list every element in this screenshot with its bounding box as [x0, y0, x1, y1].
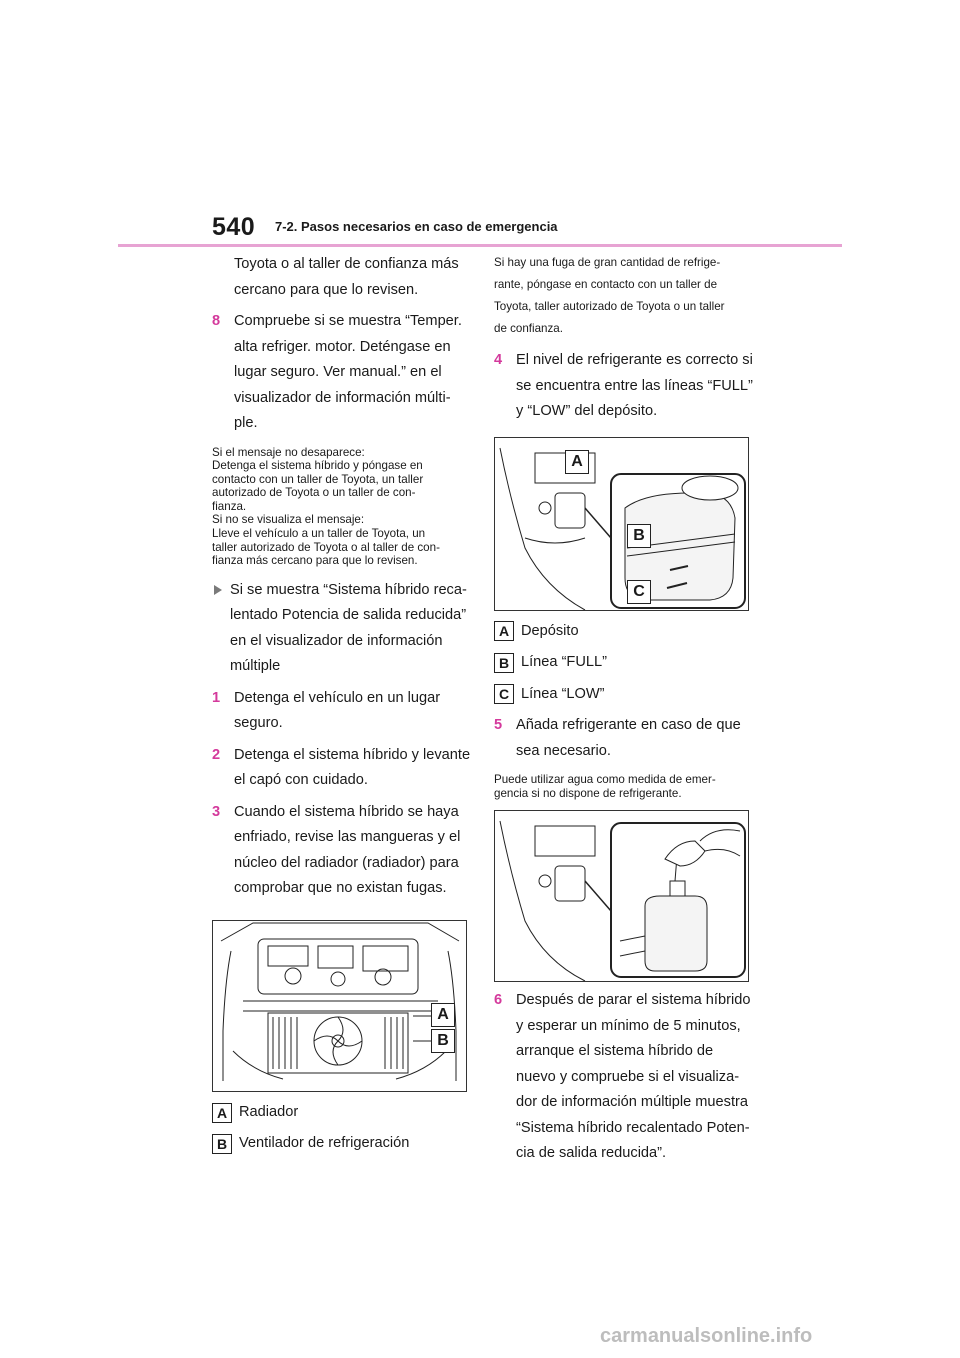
step-1: [212, 686, 474, 737]
figure-badge-c: C: [627, 580, 651, 604]
coolant-refill-figure: [494, 810, 749, 982]
bullet-text: Si se muestra “Sistema híbrido reca-lentado Potencia de salida reducida” en el visualizador de información múltiple: [230, 581, 467, 675]
legend-text: Ventilador de refrigeración: [239, 1135, 410, 1152]
note-line: taller autorizado de Toyota o al taller de con-: [212, 540, 440, 554]
right-column: [494, 252, 754, 1167]
coolant-reservoir-figure: [494, 437, 749, 611]
note-line: fianza.: [212, 499, 247, 513]
note-line: Puede utilizar agua como medida de emer-: [494, 773, 716, 786]
legend-badge: C: [494, 684, 514, 704]
legend-badge: A: [494, 621, 514, 641]
refill-illustration: [495, 811, 748, 981]
note-message: [212, 446, 474, 568]
step-text: Añada refrigerante en caso de que sea necesario.: [516, 717, 741, 759]
step-4: [494, 348, 754, 425]
step-number: 8: [212, 313, 221, 329]
legend-text: Línea “LOW”: [521, 685, 605, 702]
figure-badge-a: A: [565, 450, 589, 474]
continued-text: Toyota o al taller de confianza más cercano para que lo revisen.: [234, 256, 459, 298]
step-text: Detenga el vehículo en un lugar seguro.: [234, 689, 441, 732]
step-text: Cuando el sistema híbrido se haya enfriado, revise las mangueras y el núcleo del radiador (radiador) para comprobar que no existan fugas.: [234, 803, 461, 897]
step-number: 1: [212, 689, 221, 706]
figure-badge-a: A: [431, 1003, 455, 1027]
note-line: Si el mensaje no desaparece:: [212, 445, 365, 459]
step-6: [494, 988, 754, 1167]
note-line: Lleve el vehículo a un taller de Toyota, un: [212, 527, 426, 541]
step-number: 4: [494, 352, 503, 368]
note-line: Detenga el sistema híbrido y póngase en: [212, 459, 423, 473]
step-3: [212, 800, 474, 902]
legend-item-a: [494, 619, 754, 645]
note-line: gencia si no dispone de refrigerante.: [494, 786, 682, 800]
note-line: autorizado de Toyota o un taller de con-: [212, 486, 416, 500]
engine-bay-radiator-figure: [212, 920, 467, 1092]
step-text: El nivel de refrigerante es correcto si se encuentra entre las líneas “FULL” y “LOW” del depósito.: [516, 352, 753, 419]
figure-badge-b: B: [627, 524, 651, 548]
note-line: de confianza.: [494, 322, 563, 335]
legend-text: Línea “FULL”: [521, 654, 607, 670]
step-text: Detenga el sistema híbrido y levante el capó con cuidado.: [234, 746, 471, 789]
step-text: Compruebe si se muestra “Temper. alta refriger. motor. Deténgase en lugar seguro. Ver manual.” en el visualizador de información múlti-ple.: [234, 313, 462, 431]
legend-badge: A: [212, 1103, 232, 1123]
legend-item-a: [212, 1100, 474, 1126]
triangle-bullet-icon: [212, 578, 230, 680]
section-title: 7-2. Pasos necesarios en caso de emergencia: [275, 219, 558, 234]
step-text: Después de parar el sistema híbrido y esperar un mínimo de 5 minutos, arranque el sistema híbrido de nuevo y compruebe si el visualiza-dor de información múltiple muestra “Sistema híbrido recalentado Poten-cia de salida reducida”.: [516, 992, 751, 1162]
note-line: fianza más cercano para que lo revisen.: [212, 554, 418, 568]
header-rule: [118, 244, 842, 247]
reservoir-illustration: [495, 438, 748, 610]
legend-text: Radiador: [239, 1103, 299, 1120]
figure-badge-b: B: [431, 1029, 455, 1053]
footer-watermark: carmanualsonline.info: [600, 1325, 813, 1347]
note-line: Si no se visualiza el mensaje:: [212, 513, 365, 527]
legend-item-b: [494, 650, 754, 676]
legend-text: Depósito: [521, 622, 579, 639]
legend-badge: B: [212, 1134, 232, 1154]
left-column: [212, 252, 474, 1157]
legend-item-c: [494, 682, 754, 708]
legend-item-b: [212, 1131, 474, 1157]
page-number: 540: [212, 213, 256, 241]
step-number: 3: [212, 803, 221, 820]
step-number: 2: [212, 746, 221, 763]
note-line: contacto con un taller de Toyota, un taller: [212, 472, 424, 486]
note-leak: [494, 252, 754, 340]
step-number: 6: [494, 992, 503, 1009]
step-8: [212, 309, 474, 437]
step-2: [212, 743, 474, 794]
bullet-heading: [212, 578, 474, 680]
note-line: Si hay una fuga de gran cantidad de refrige-: [494, 256, 721, 269]
note-water: [494, 773, 754, 800]
note-line: Toyota, taller autorizado de Toyota o un taller: [494, 300, 725, 313]
engine-bay-illustration: [213, 921, 466, 1091]
legend-badge: B: [494, 653, 514, 673]
step-5: [494, 713, 754, 764]
note-line: rante, póngase en contacto con un taller de: [494, 278, 718, 291]
step-number: 5: [494, 717, 503, 733]
